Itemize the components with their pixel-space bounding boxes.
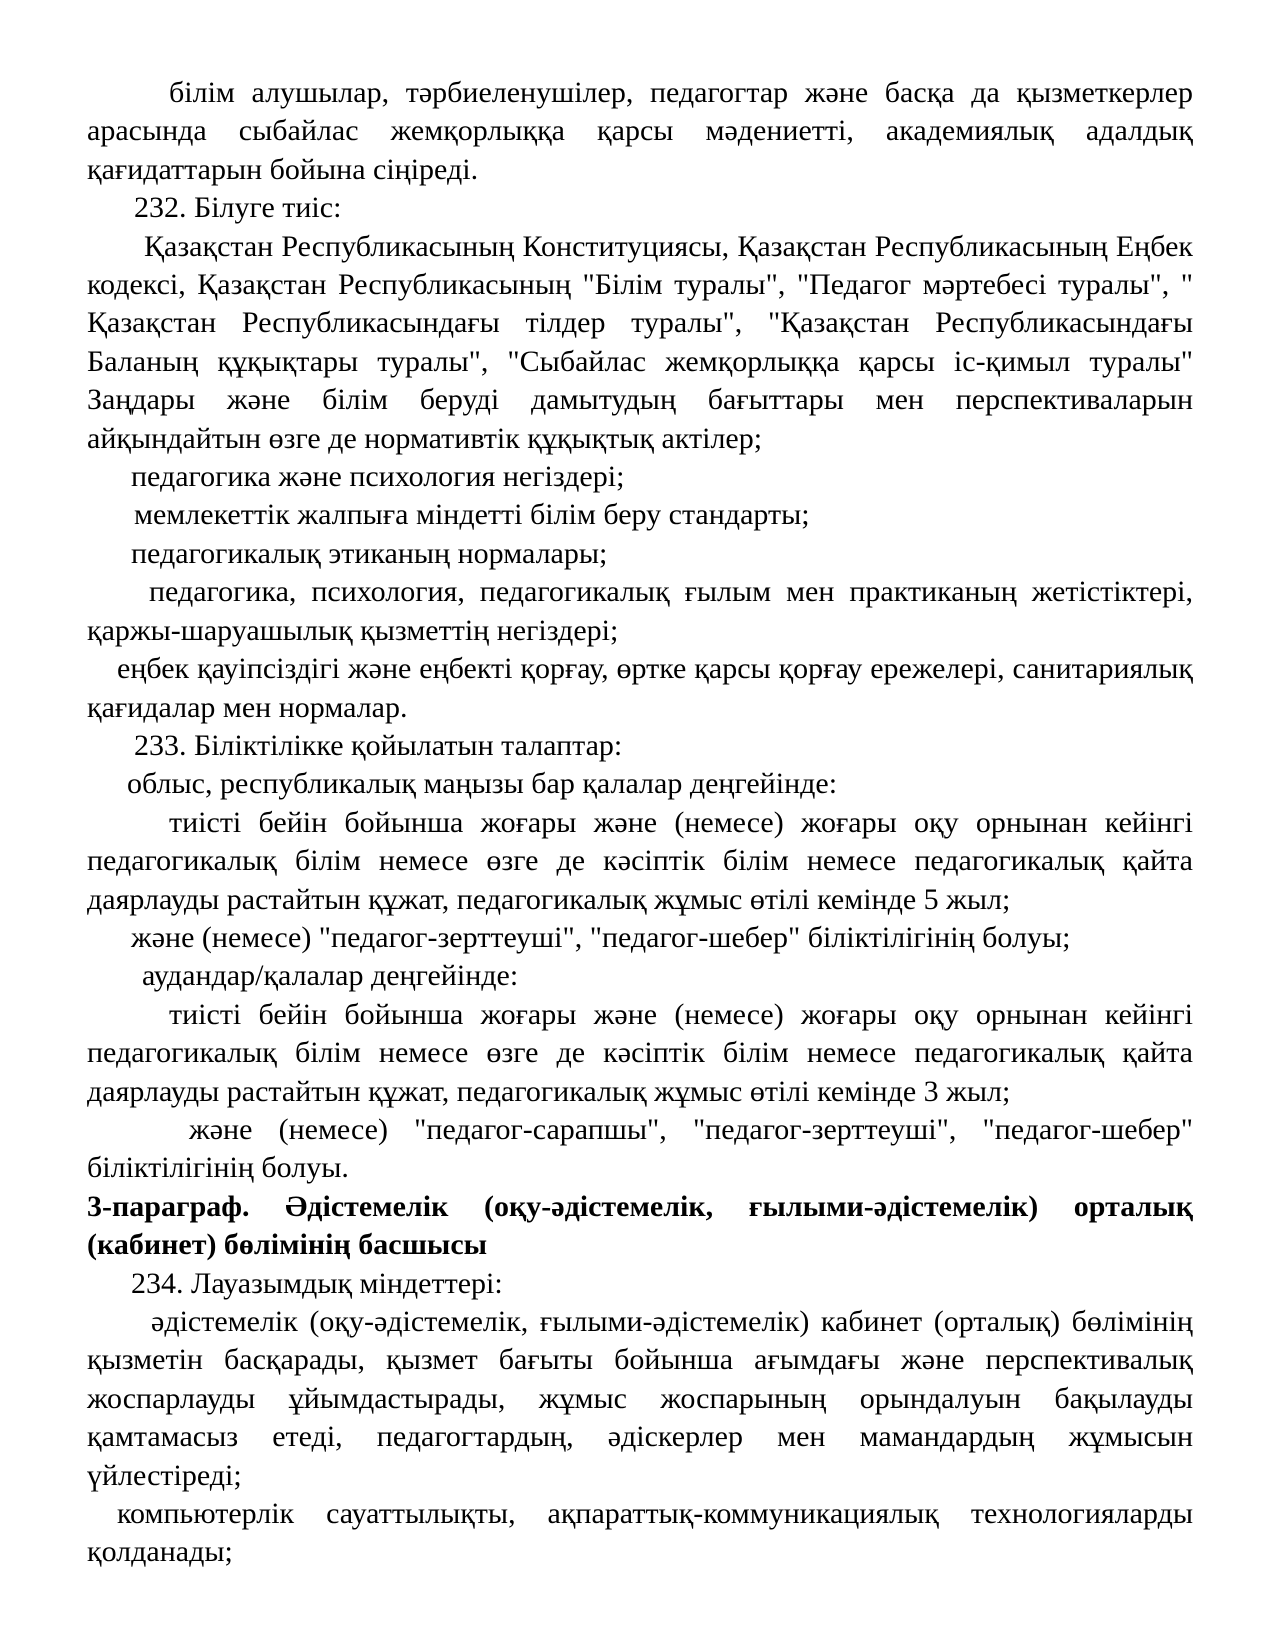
paragraph-232-laws-list: Қазақстан Республикасының Конституциясы, Қазақстан Республикасының Еңбек кодексі, Қазақстан Республикасының "Білім туралы", "Педагог мәртебесі туралы", " Қазақстан Республикасындағы тілдер туралы", "Қазақстан Республикасындағы Баланың құқықтары туралы", "Сыбайлас жемқорлыққа қарсы іс-қимыл туралы" Заңдары және білім беруді дамытудың бағыттары мен перспективаларын айқындайтын өзге де нормативтік құқықтық актілер; <box>87 229 1193 455</box>
paragraph-district-level: аудандар/қалалар деңгейінде: <box>142 959 519 993</box>
clause-234-heading: 234. Лауазымдық міндеттері: <box>131 1266 503 1300</box>
clause-232-heading: 232. Білуге тиіс: <box>134 191 342 225</box>
paragraph-anticorruption-culture: білім алушылар, тәрбиеленушілер, педагогтар және басқа да қызметкерлер арасында сыбайлас жемқорлыққа қарсы мәдениетті, академиялық адалдық қағидаттарын бойына сіңіреді. <box>87 76 1193 186</box>
paragraph-oblast-qualifications: және (немесе) "педагог-зерттеуші", "педагог-шебер" біліктілігінің болуы; <box>131 920 1071 954</box>
clause-233-heading: 233. Біліктілікке қойылатын талаптар: <box>134 728 623 762</box>
paragraph-computer-literacy: компьютерлік сауаттылықты, ақпараттық-коммуникациялық технологияларды қолданады; <box>87 1497 1193 1569</box>
paragraph-district-requirements: тиісті бейін бойынша жоғары және (немесе) жоғары оқу орнынан кейінгі педагогикалық білім немесе өзге де кәсіптік білім немесе педагогикалық қайта даярлауды растайтын құжат, педагогикалық жұмыс өтілі кемінде 3 жыл; <box>87 997 1193 1108</box>
paragraph-district-qualifications: және (немесе) "педагог-сарапшы", "педагог-зерттеуші", "педагог-шебер" біліктілігінің болуы. <box>87 1112 1193 1185</box>
paragraph-pedagogy-psychology: педагогика және психология негіздері; <box>131 460 625 494</box>
paragraph-234-duties: әдістемелік (оқу-әдістемелік, ғылыми-әдістемелік) кабинет (орталық) бөлімінің қызметін басқарады, қызмет бағыты бойынша ағымдағы және перспективалық жоспарлауды ұйымдастырады, жұмыс жоспарының орындалуын бақылауды қамтамасыз етеді, педагогтардың, әдіскерлер мен мамандардың жұмысын үйлестіреді; <box>87 1305 1193 1492</box>
paragraph-oblast-level: облыс, республикалық маңызы бар қалалар деңгейінде: <box>127 767 838 801</box>
paragraph-pedagogical-ethics: педагогикалық этиканың нормалары; <box>131 536 608 570</box>
paragraph-state-education-standard: мемлекеттік жалпыға міндетті білім беру стандарты; <box>134 498 810 532</box>
paragraph-labor-safety: еңбек қауіпсіздігі және еңбекті қорғау, өртке қарсы қорғау ережелері, санитариялық қағидалар мен нормалар. <box>87 652 1193 724</box>
section-heading-paragraph-3: 3-параграф. Әдістемелік (оқу-әдістемелік, ғылыми-әдістемелік) орталық (кабинет) бөлімінің басшысы <box>87 1189 1193 1262</box>
paragraph-oblast-requirements: тиісті бейін бойынша жоғары және (немесе) жоғары оқу орнынан кейінгі педагогикалық білім немесе өзге де кәсіптік білім немесе педагогикалық қайта даярлауды растайтын құжат, педагогикалық жұмыс өтілі кемінде 5 жыл; <box>87 805 1193 916</box>
paragraph-science-practice-finance: педагогика, психология, педагогикалық ғылым мен практиканың жетістіктері, қаржы-шаруашылық қызметтің негіздері; <box>87 575 1193 647</box>
